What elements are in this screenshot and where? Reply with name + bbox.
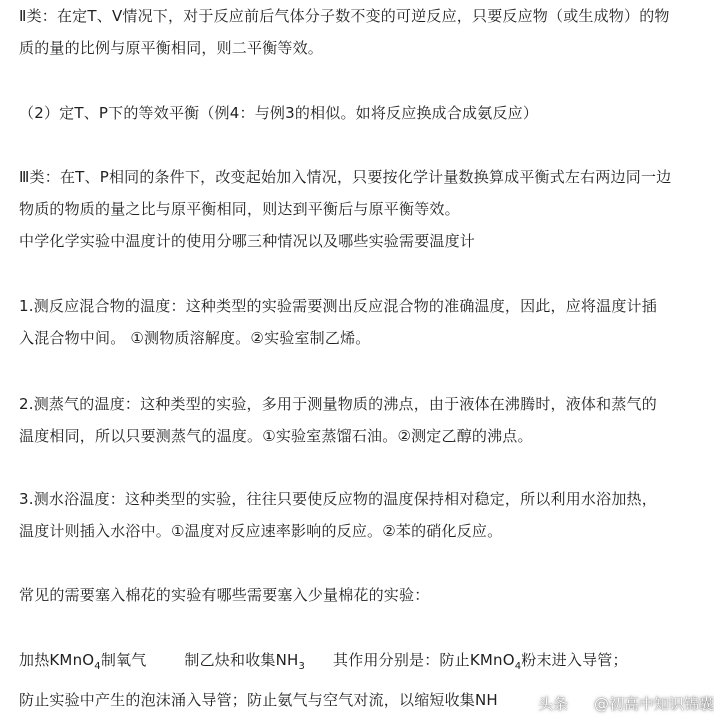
text-line: 2.测蒸气的温度：这种类型的实验，多用于测量物质的沸点，由于液体在沸腾时，液体和蒸气的 — [19, 395, 657, 413]
text-line: 防止实验中产生的泡沫涌入导管；防止氨气与空气对流，以缩短收集NH — [19, 691, 498, 709]
text-line: 1.测反应混合物的温度：这种类型的实验需要测出反应混合物的准确温度，因此，应将温度计插 — [19, 297, 657, 315]
subscript: 4 — [514, 661, 522, 672]
section-heading: 常见的需要塞入棉花的实验有哪些需要塞入少量棉花的实验： — [19, 586, 430, 604]
watermark — [538, 688, 714, 718]
watermark-icon — [570, 692, 592, 714]
text-line: 入混合物中间。 ①测物质溶解度。②实验室制乙烯。 — [19, 329, 371, 347]
text-line: 温度相同，所以只要测蒸气的温度。①实验室蒸馏石油。②测定乙醇的沸点。 — [19, 427, 533, 445]
text-line: 物质的物质的量之比与原平衡相同，则达到平衡后与原平衡等效。 — [19, 200, 460, 218]
watermark-prefix: 头条 — [538, 694, 569, 713]
text-line: Ⅲ类：在T、P相同的条件下，改变起始加入情况，只要按化学计量数换算成平衡式左右两边同一边 — [19, 168, 672, 186]
formula-line — [19, 650, 628, 670]
formula-text: 制乙炔和收集NH — [184, 651, 299, 669]
text-line: Ⅱ类：在定T、V情况下，对于反应前后气体分子数不变的可逆反应，只要反应物（或生成物）的物 — [19, 7, 670, 25]
subscript: 3 — [298, 661, 306, 672]
text-line: （2）定T、P下的等效平衡（例4：与例3的相似。如将反应换成合成氨反应） — [19, 104, 539, 122]
formula-text: 粉末进入导管； — [521, 651, 628, 669]
section-heading: 中学化学实验中温度计的使用分哪三种情况以及哪些实验需要温度计 — [19, 232, 476, 250]
text-line: 质的量的比例与原平衡相同，则二平衡等效。 — [19, 39, 324, 57]
text-line: 3.测水浴温度：这种类型的实验，往往只要使反应物的温度保持相对稳定，所以利用水浴加热， — [19, 490, 657, 508]
formula-text: 制氧气 — [100, 651, 147, 669]
watermark-suffix: @初高中知识锦囊 — [594, 694, 714, 713]
formula-text: 加热KMnO — [19, 651, 95, 669]
text-line: 温度计则插入水浴中。①温度对反应速率影响的反应。②苯的硝化反应。 — [19, 522, 503, 540]
subscript: 4 — [94, 661, 101, 672]
formula-text: 其作用分别是：防止KMnO — [333, 651, 515, 669]
